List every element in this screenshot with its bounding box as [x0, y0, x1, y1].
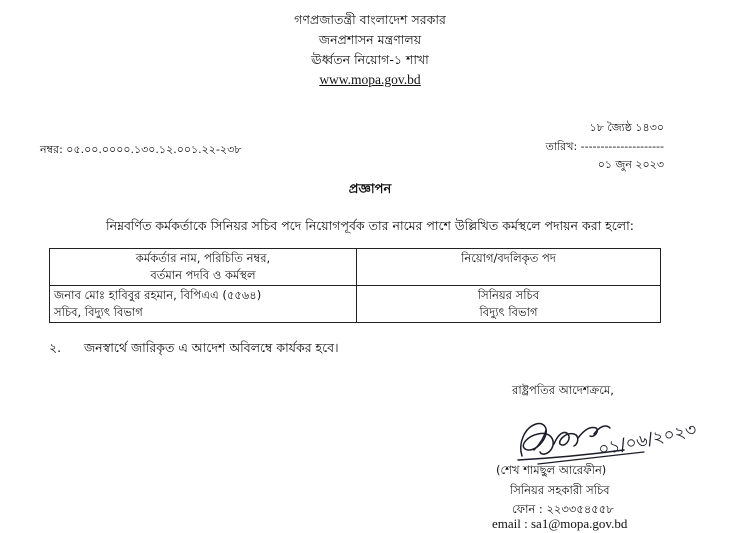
- appointment-table: [49, 248, 661, 323]
- section-name: ঊর্ধ্বতন নিয়োগ-১ শাখা: [311, 52, 429, 67]
- handwritten-date: ০১/০৬/২০২৩: [596, 419, 699, 461]
- signatory-designation: সিনিয়র সহকারী সচিব: [510, 483, 610, 497]
- memo-number: নম্বর: ০৫.০০.০০০০.১৩০.১২.০০১.২২-২৩৮: [40, 143, 242, 156]
- document-title: প্রজ্ঞাপন: [348, 182, 392, 197]
- intro-text: নিম্নবর্ণিত কর্মকর্তাকে সিনিয়র সচিব পদে নিয়োগপূর্বক তার নামের পাশে উল্লিখিত কর্মস্থলে পদায়ন করা হলো:: [106, 218, 634, 233]
- date-label: তারিখ: ---------------------: [545, 140, 664, 153]
- ministry-name: জনপ্রশাসন মন্ত্রণালয়: [318, 32, 422, 47]
- table-header-officer: কর্মকর্তার নাম, পরিচিতি নম্বর, বর্তমান পদবি ও কর্মস্থল: [50, 249, 357, 286]
- date-bangla: ১৮ জ্যৈষ্ঠ ১৪৩০: [589, 121, 664, 134]
- posting-cell: সিনিয়র সচিব বিদ্যুৎ বিভাগ: [357, 286, 661, 323]
- signatory-name: (শেখ শামছুল আরেফীন): [496, 463, 607, 477]
- table-header-row: [50, 249, 661, 286]
- table-header-posting: নিয়োগ/বদলিকৃত পদ: [357, 249, 661, 286]
- officer-cell: জনাব মোঃ হাবিবুর রহমান, বিপিএএ (৫৫৬৪) সচিব, বিদ্যুৎ বিভাগ: [50, 286, 357, 323]
- clause-number: ২.: [49, 340, 62, 355]
- date-english: ০১ জুন ২০২৩: [597, 158, 664, 171]
- table-row: [50, 286, 661, 323]
- govt-name: গণপ্রজাতন্ত্রী বাংলাদেশ সরকার: [294, 12, 446, 27]
- signatory-email[interactable]: email : sa1@mopa.gov.bd: [492, 516, 628, 531]
- website-link[interactable]: www.mopa.gov.bd: [319, 72, 421, 87]
- signatory-phone: ফোন : ২২৩৩৫৪৫৫৮: [512, 502, 614, 516]
- clause-text: জনস্বার্থে জারিকৃত এ আদেশ অবিলম্বে কার্যকর হবে।: [84, 340, 339, 355]
- by-order-text: রাষ্ট্রপতির আদেশক্রমে,: [512, 383, 614, 397]
